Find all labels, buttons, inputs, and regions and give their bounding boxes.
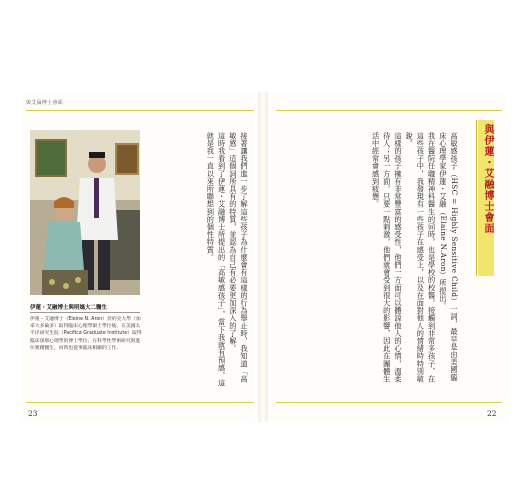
bottom-rule-left bbox=[26, 402, 254, 403]
caption-rule bbox=[30, 312, 140, 313]
page-number-left: 23 bbox=[28, 409, 38, 418]
heading-rule bbox=[476, 120, 477, 276]
top-rule-right bbox=[276, 110, 502, 111]
top-rule-left bbox=[26, 110, 254, 111]
left-body-text: 接著讓我們進一步了解這些孩子為什麼會有這樣的行為舉止時，我知道「高敏感」這個詞所具有的特質，並認為自己有必要更加深入的了解。 這時我看到了伊蓮・艾融博士所提出的「高敏感孩子」，當下我就有預感，這就是我一直以來所聯想到的個性特質。 bbox=[206, 132, 249, 387]
bottom-rule-right bbox=[276, 402, 502, 403]
photo-illustration bbox=[30, 130, 140, 295]
page-number-right: 22 bbox=[487, 409, 497, 418]
right-body-text: 高敏感孩子（HSC = Highly Sensitive Child）一詞，最早是由美國臨床心理學家伊蓮・艾融（Elaine N.Aron）所提出。 我在醫院任職精神科醫生的同時，也是學校的校醫，接觸到非常多孩子，在這些孩子中，我發現有一些孩子在感受上，以及在面對他人的情緒時特別敏銳。 這樣的孩子擁有非常豐富的感受性，他們一方面可以體諒他人的心情，溫柔待人；另一方面，只要一點刺激，他們就會受到很大的影響，因此在團體生活中經常會感到疲憊。 bbox=[371, 132, 459, 383]
photo-caption: 伊蓮・艾融博士與明媽大二醫生 bbox=[30, 305, 108, 311]
gutter bbox=[258, 92, 268, 422]
author-bio: 伊蓮・艾融博士（Eleine N. Aron）於約克大學（加拿大多倫多）取得臨床心理學碩士學位後，在美國太平洋研究生院（Pacifica Graduate Institute）取得臨床深層心理學的博士學位，在科學性學術研究與進住實踐醫生，同時也從事臨床相關的工作。 bbox=[30, 317, 142, 351]
chapter-heading: 與伊蓮・艾融博士會面 bbox=[482, 124, 493, 234]
running-head: 與艾倫博士會面 bbox=[26, 100, 64, 106]
photo bbox=[30, 130, 140, 295]
